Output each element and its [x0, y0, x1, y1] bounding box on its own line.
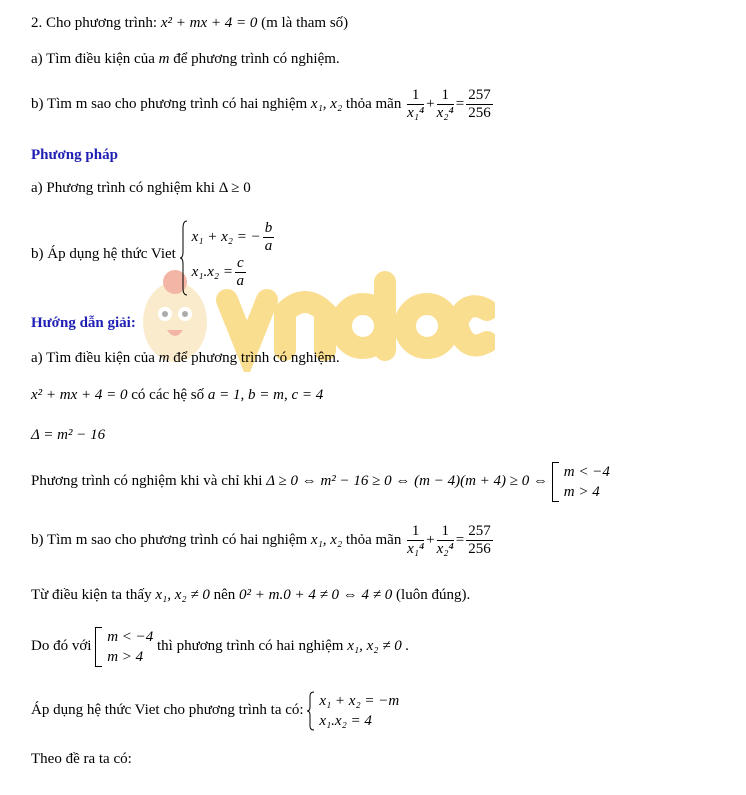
brace-icon	[180, 220, 188, 296]
from-text: Từ điều kiện ta thấy	[31, 587, 152, 603]
dodo-bracket-set	[95, 627, 153, 667]
method-a	[31, 179, 251, 197]
dodo-row-2: m > 4	[107, 648, 144, 665]
problem-title: 2. Cho phương trình:	[31, 15, 158, 31]
bracket-icon	[552, 462, 559, 502]
coef-values: a = 1, b = m, c = 4	[207, 387, 324, 403]
solution-b-tail: thỏa mãn	[345, 532, 402, 548]
brace-icon	[307, 691, 315, 731]
solution-a	[31, 349, 340, 367]
from-tail: (luôn đúng).	[396, 587, 471, 603]
dodo-text: Do đó với	[31, 638, 92, 654]
problem-part-b: b) Tìm m sao cho phương trình có hai nghiệm x₁, x₂ thỏa mãn $\frac{1}{\text{x₁⁴}}$ + $\frac{1}{\text{x₂⁴}}$ = $\frac{257}{256}$	[31, 87, 491, 122]
solution-a-var: m	[158, 350, 170, 366]
solution-fraction-rhs: $\frac{257}{256}$	[468, 523, 491, 558]
from-math-2: 0² + m.0 + 4 ≠ 0 ⇔ 4 ≠ 0	[239, 587, 393, 603]
problem-title-line	[31, 14, 348, 32]
viet-result-system	[307, 691, 399, 731]
condition-math: Δ ≥ 0 ⇔ m² − 16 ≥ 0 ⇔ (m − 4)(m + 4) ≥ 0 ⇔	[266, 473, 549, 489]
part-a-tail: để phương trình có nghiệm.	[173, 51, 340, 67]
part-b-tail: thỏa mãn	[345, 96, 402, 112]
fraction-rhs: $\frac{257}{256}$	[468, 87, 491, 122]
solution-fraction-2: $\frac{1}{\text{x₂⁴}}$	[436, 523, 454, 558]
problem-note: (m là tham số)	[261, 15, 349, 31]
part-a-text: a) Tìm điều kiện của	[31, 51, 155, 67]
viet-row-1: x₁ + x₂ = − $\frac{b}{a}$	[191, 219, 273, 254]
solution-theo: Theo đề ra ta có:	[31, 751, 132, 767]
viet-row-2: x₁.x₂ = $\frac{c}{a}$	[191, 254, 245, 289]
viet-result-row-1: x₁ + x₂ = −m	[319, 692, 400, 709]
fraction-2: $\frac{1}{\text{x₂⁴}}$	[436, 87, 454, 122]
from-math: x₁, x₂ ≠ 0	[155, 587, 210, 603]
problem-part-a	[31, 50, 340, 68]
method-heading: Phương pháp	[31, 147, 118, 163]
method-a-text: a) Phương trình có nghiệm khi	[31, 180, 215, 196]
viet-result-row-2: x₁.x₂ = 4	[319, 712, 372, 729]
solution-delta: Δ = m² − 16	[31, 427, 106, 443]
cond-row-1: m < −4	[563, 463, 610, 480]
method-b	[31, 216, 276, 292]
fraction-1: $\frac{1}{\text{x₁⁴}}$	[407, 87, 425, 122]
vndoc-logo-text	[227, 282, 487, 350]
cond-row-2: m > 4	[563, 483, 600, 500]
solution-from	[31, 586, 470, 604]
part-b-text: b) Tìm m sao cho phương trình có hai nghiệm	[31, 96, 308, 112]
solution-fraction-1: $\frac{1}{\text{x₁⁴}}$	[407, 523, 425, 558]
condition-text: Phương trình có nghiệm khi và chỉ khi	[31, 473, 263, 489]
viet-system	[180, 220, 277, 290]
part-a-var: m	[158, 51, 170, 67]
solution-dodo	[31, 624, 409, 668]
dodo-row-1: m < −4	[107, 628, 154, 645]
condition-bracket-set	[552, 462, 610, 502]
from-nen: nên	[213, 587, 236, 603]
dodo-math: x₁, x₂ ≠ 0 .	[347, 638, 410, 654]
solution-b-roots: x₁, x₂	[310, 532, 343, 548]
solution-b: b) Tìm m sao cho phương trình có hai nghiệm x₁, x₂ thỏa mãn $\frac{1}{\text{x₁⁴}}$ + $\frac{1}{\text{x₂⁴}}$ = $\frac{257}{256}$	[31, 523, 491, 558]
bracket-icon	[95, 627, 102, 667]
dodo-tail: thì phương trình có hai nghiệm	[157, 638, 344, 654]
method-a-cond: Δ ≥ 0	[218, 180, 251, 196]
coef-text: có các hệ số	[131, 387, 205, 403]
solution-condition	[31, 461, 610, 502]
part-b-roots: x₁, x₂	[310, 96, 343, 112]
coef-equation: x² + mx + 4 = 0	[31, 387, 128, 403]
solution-a-text: a) Tìm điều kiện của	[31, 350, 155, 366]
solution-viet	[31, 688, 399, 732]
solution-heading: Hướng dẫn giải:	[31, 315, 136, 331]
method-b-text: b) Áp dụng hệ thức Viet	[31, 246, 176, 262]
solution-coef	[31, 386, 323, 404]
solution-a-tail: để phương trình có nghiệm.	[173, 350, 340, 366]
viet-text: Áp dụng hệ thức Viet cho phương trình ta có:	[31, 702, 304, 718]
solution-b-text: b) Tìm m sao cho phương trình có hai nghiệm	[31, 532, 308, 548]
problem-equation: x² + mx + 4 = 0	[160, 15, 258, 31]
